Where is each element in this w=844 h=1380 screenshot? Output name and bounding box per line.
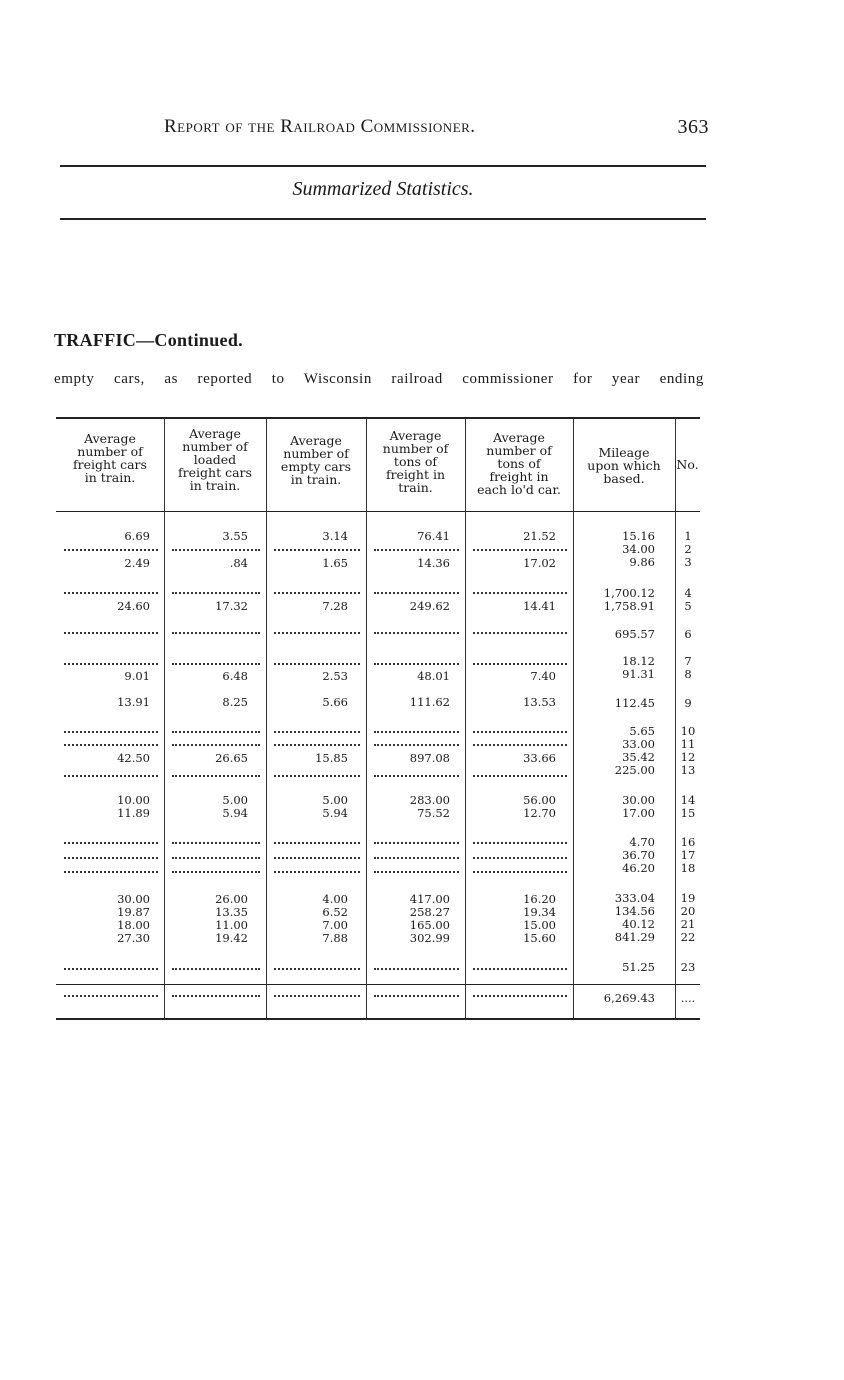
data-cell: 76.41 bbox=[417, 529, 450, 543]
data-cell: 3.55 bbox=[222, 529, 248, 543]
column-header bbox=[465, 431, 573, 496]
mileage-cell: 46.20 bbox=[622, 861, 655, 875]
dotted-leader bbox=[374, 771, 459, 777]
data-cell: 26.65 bbox=[215, 751, 248, 765]
data-cell: 417.00 bbox=[409, 892, 450, 906]
data-cell: 15.85 bbox=[315, 751, 348, 765]
dotted-leader bbox=[274, 853, 360, 859]
dotted-leader bbox=[172, 867, 260, 873]
mileage-cell: 30.00 bbox=[622, 793, 655, 807]
data-cell: 2.49 bbox=[124, 556, 150, 570]
mileage-cell: 9.86 bbox=[629, 555, 655, 569]
dotted-leader bbox=[374, 727, 459, 733]
column-header-line: Average bbox=[84, 431, 136, 446]
dotted-leader bbox=[274, 740, 360, 746]
mileage-cell: 1,758.91 bbox=[603, 599, 655, 613]
dotted-leader bbox=[374, 545, 459, 551]
data-cell: 26.00 bbox=[215, 892, 248, 906]
dotted-leader bbox=[473, 771, 567, 777]
data-cell: 12.70 bbox=[523, 806, 556, 820]
page-number: 363 bbox=[677, 116, 709, 138]
data-cell: 6.52 bbox=[322, 905, 348, 919]
table-total-rule bbox=[56, 984, 700, 985]
column-header-line: No. bbox=[676, 457, 699, 472]
column-header-line: Average bbox=[290, 433, 342, 448]
column-header bbox=[266, 434, 366, 486]
dotted-leader bbox=[374, 991, 459, 997]
data-cell: 21.52 bbox=[523, 529, 556, 543]
row-number: 5 bbox=[684, 599, 692, 613]
column-header-line: empty cars bbox=[280, 459, 352, 474]
dotted-leader bbox=[374, 867, 459, 873]
row-number: 16 bbox=[680, 835, 696, 849]
dotted-leader bbox=[64, 991, 158, 997]
column-header-line: in train. bbox=[189, 478, 241, 493]
page-subtitle: Summarized Statistics. bbox=[292, 178, 474, 200]
data-cell: 3.14 bbox=[322, 529, 348, 543]
dotted-leader bbox=[172, 545, 260, 551]
mileage-cell: 333.04 bbox=[614, 891, 655, 905]
data-cell: 8.25 bbox=[222, 695, 248, 709]
column-header-line: tons of bbox=[393, 454, 438, 469]
dotted-leader bbox=[473, 838, 567, 844]
column-header-line: Average bbox=[493, 430, 545, 445]
row-number: 6 bbox=[684, 627, 692, 641]
data-cell: 19.34 bbox=[523, 905, 556, 919]
dotted-leader bbox=[374, 628, 459, 634]
dotted-leader bbox=[172, 771, 260, 777]
total-row-number: .... bbox=[680, 991, 696, 1005]
data-cell: 7.40 bbox=[530, 669, 556, 683]
data-cell: 258.27 bbox=[409, 905, 450, 919]
dotted-leader bbox=[64, 964, 158, 970]
dotted-leader bbox=[64, 740, 158, 746]
mileage-cell: 695.57 bbox=[614, 627, 655, 641]
mileage-cell: 34.00 bbox=[622, 542, 655, 556]
column-header-line: number of bbox=[486, 443, 552, 458]
column-header-line: number of bbox=[283, 446, 349, 461]
mileage-cell: 18.12 bbox=[622, 654, 655, 668]
dotted-leader bbox=[64, 588, 158, 594]
data-cell: 56.00 bbox=[523, 793, 556, 807]
mileage-cell: 5.65 bbox=[629, 724, 655, 738]
dotted-leader bbox=[374, 853, 459, 859]
row-number: 18 bbox=[680, 861, 696, 875]
dotted-leader bbox=[473, 867, 567, 873]
column-header-line: freight cars bbox=[178, 465, 252, 480]
data-cell: 6.48 bbox=[222, 669, 248, 683]
data-cell: 5.00 bbox=[222, 793, 248, 807]
data-cell: 11.89 bbox=[117, 806, 150, 820]
column-header-line: freight cars bbox=[73, 457, 147, 472]
row-number: 21 bbox=[680, 917, 696, 931]
data-cell: 5.94 bbox=[222, 806, 248, 820]
dotted-leader bbox=[64, 867, 158, 873]
data-cell: 15.00 bbox=[523, 918, 556, 932]
data-cell: 7.88 bbox=[322, 931, 348, 945]
column-header-line: Average bbox=[189, 426, 241, 441]
data-cell: 9.01 bbox=[124, 669, 150, 683]
dotted-leader bbox=[172, 740, 260, 746]
data-cell: 18.00 bbox=[117, 918, 150, 932]
dotted-leader bbox=[274, 867, 360, 873]
data-cell: 16.20 bbox=[523, 892, 556, 906]
column-header-line: loaded bbox=[193, 452, 237, 467]
row-number: 11 bbox=[680, 737, 696, 751]
dotted-leader bbox=[64, 838, 158, 844]
dotted-leader bbox=[172, 659, 260, 665]
data-cell: 13.91 bbox=[117, 695, 150, 709]
dotted-leader bbox=[64, 771, 158, 777]
column-header bbox=[573, 446, 675, 485]
dotted-leader bbox=[172, 727, 260, 733]
row-number: 9 bbox=[684, 696, 692, 710]
mileage-cell: 225.00 bbox=[614, 763, 655, 777]
data-cell: 897.08 bbox=[409, 751, 450, 765]
table-caption: empty cars, as reported to Wisconsin railroad commissioner for year ending bbox=[54, 371, 704, 387]
table-bottom-rule bbox=[56, 1018, 700, 1020]
data-cell: 42.50 bbox=[117, 751, 150, 765]
dotted-leader bbox=[172, 838, 260, 844]
dotted-leader bbox=[473, 727, 567, 733]
column-header-line: freight in bbox=[385, 467, 446, 482]
dotted-leader bbox=[274, 838, 360, 844]
row-number: 20 bbox=[680, 904, 696, 918]
column-divider bbox=[164, 419, 165, 1018]
mileage-cell: 36.70 bbox=[622, 848, 655, 862]
column-header bbox=[56, 432, 164, 484]
data-cell: 5.66 bbox=[322, 695, 348, 709]
row-number: 12 bbox=[680, 750, 696, 764]
data-cell: 1.65 bbox=[322, 556, 348, 570]
mileage-cell: 112.45 bbox=[614, 696, 655, 710]
data-cell: 33.66 bbox=[523, 751, 556, 765]
column-header bbox=[675, 458, 700, 471]
row-number: 8 bbox=[684, 667, 692, 681]
mileage-cell: 1,700.12 bbox=[603, 586, 655, 600]
data-cell: 48.01 bbox=[417, 669, 450, 683]
data-cell: 4.00 bbox=[322, 892, 348, 906]
dotted-leader bbox=[172, 964, 260, 970]
row-number: 14 bbox=[680, 793, 696, 807]
column-divider bbox=[266, 419, 267, 1018]
dotted-leader bbox=[473, 991, 567, 997]
dotted-leader bbox=[172, 588, 260, 594]
column-header-line: in train. bbox=[290, 472, 342, 487]
dotted-leader bbox=[274, 771, 360, 777]
column-divider bbox=[573, 419, 574, 1018]
dotted-leader bbox=[64, 727, 158, 733]
header-rule-bottom bbox=[60, 218, 706, 220]
mileage-cell: 51.25 bbox=[622, 960, 655, 974]
dotted-leader bbox=[64, 853, 158, 859]
data-cell: 19.87 bbox=[117, 905, 150, 919]
dotted-leader bbox=[473, 588, 567, 594]
row-number: 22 bbox=[680, 930, 696, 944]
row-number: 2 bbox=[684, 542, 692, 556]
dotted-leader bbox=[64, 545, 158, 551]
dotted-leader bbox=[274, 588, 360, 594]
dotted-leader bbox=[172, 991, 260, 997]
dotted-leader bbox=[274, 727, 360, 733]
column-header-line: each lo'd car. bbox=[477, 482, 561, 497]
dotted-leader bbox=[374, 588, 459, 594]
data-cell: 7.28 bbox=[322, 599, 348, 613]
data-cell: 5.94 bbox=[322, 806, 348, 820]
dotted-leader bbox=[473, 740, 567, 746]
data-cell: 302.99 bbox=[409, 931, 450, 945]
table-header-rule bbox=[56, 511, 700, 512]
data-cell: 14.41 bbox=[523, 599, 556, 613]
column-header-line: number of bbox=[77, 444, 143, 459]
row-number: 7 bbox=[684, 654, 692, 668]
data-cell: .84 bbox=[229, 556, 248, 570]
dotted-leader bbox=[274, 659, 360, 665]
data-cell: 249.62 bbox=[409, 599, 450, 613]
mileage-cell: 91.31 bbox=[622, 667, 655, 681]
mileage-cell: 33.00 bbox=[622, 737, 655, 751]
column-header-line: number of bbox=[182, 439, 248, 454]
column-header-line: Mileage bbox=[598, 445, 650, 460]
dotted-leader bbox=[374, 838, 459, 844]
mileage-cell: 17.00 bbox=[622, 806, 655, 820]
data-cell: 7.00 bbox=[322, 918, 348, 932]
dotted-leader bbox=[274, 991, 360, 997]
data-cell: 27.30 bbox=[117, 931, 150, 945]
data-cell: 13.53 bbox=[523, 695, 556, 709]
data-cell: 17.02 bbox=[523, 556, 556, 570]
column-header-line: tons of bbox=[497, 456, 541, 471]
running-title: Report of the Railroad Commissioner. bbox=[164, 116, 476, 137]
row-number: 13 bbox=[680, 763, 696, 777]
dotted-leader bbox=[64, 659, 158, 665]
data-cell: 30.00 bbox=[117, 892, 150, 906]
data-cell: 19.42 bbox=[215, 931, 248, 945]
column-header-line: freight in bbox=[489, 469, 549, 484]
table-top-rule bbox=[56, 417, 700, 419]
data-cell: 24.60 bbox=[117, 599, 150, 613]
dotted-leader bbox=[473, 545, 567, 551]
row-number: 17 bbox=[680, 848, 696, 862]
column-header-line: train. bbox=[398, 480, 433, 495]
dotted-leader bbox=[473, 628, 567, 634]
column-header-line: upon which bbox=[587, 458, 661, 473]
data-cell: 111.62 bbox=[409, 695, 450, 709]
header-rule-top bbox=[60, 165, 706, 167]
column-header bbox=[164, 427, 266, 492]
row-number: 10 bbox=[680, 724, 696, 738]
column-header bbox=[366, 429, 465, 494]
data-cell: 5.00 bbox=[322, 793, 348, 807]
column-header-line: number of bbox=[382, 441, 449, 456]
data-cell: 283.00 bbox=[409, 793, 450, 807]
data-cell: 11.00 bbox=[215, 918, 248, 932]
mileage-cell: 35.42 bbox=[622, 750, 655, 764]
data-cell: 17.32 bbox=[215, 599, 248, 613]
dotted-leader bbox=[374, 964, 459, 970]
total-mileage: 6,269.43 bbox=[603, 991, 655, 1005]
data-cell: 165.00 bbox=[409, 918, 450, 932]
mileage-cell: 4.70 bbox=[629, 835, 655, 849]
row-number: 19 bbox=[680, 891, 696, 905]
data-cell: 2.53 bbox=[322, 669, 348, 683]
dotted-leader bbox=[64, 628, 158, 634]
row-number: 1 bbox=[684, 529, 692, 543]
dotted-leader bbox=[473, 659, 567, 665]
dotted-leader bbox=[274, 545, 360, 551]
dotted-leader bbox=[374, 740, 459, 746]
data-cell: 15.60 bbox=[523, 931, 556, 945]
mileage-cell: 40.12 bbox=[622, 917, 655, 931]
column-header-line: in train. bbox=[84, 470, 136, 485]
row-number: 3 bbox=[684, 555, 692, 569]
dotted-leader bbox=[473, 853, 567, 859]
mileage-cell: 15.16 bbox=[622, 529, 655, 543]
mileage-cell: 841.29 bbox=[614, 930, 655, 944]
column-divider bbox=[366, 419, 367, 1018]
column-header-line: Average bbox=[389, 428, 442, 443]
running-head bbox=[164, 116, 709, 144]
dotted-leader bbox=[274, 964, 360, 970]
column-header-line: based. bbox=[603, 471, 645, 486]
column-divider bbox=[465, 419, 466, 1018]
data-cell: 13.35 bbox=[215, 905, 248, 919]
section-heading: TRAFFIC—Continued. bbox=[54, 330, 243, 350]
dotted-leader bbox=[473, 964, 567, 970]
mileage-cell: 134.56 bbox=[614, 904, 655, 918]
row-number: 15 bbox=[680, 806, 696, 820]
data-cell: 10.00 bbox=[117, 793, 150, 807]
data-cell: 14.36 bbox=[417, 556, 450, 570]
dotted-leader bbox=[172, 853, 260, 859]
dotted-leader bbox=[172, 628, 260, 634]
dotted-leader bbox=[274, 628, 360, 634]
data-cell: 75.52 bbox=[417, 806, 450, 820]
row-number: 23 bbox=[680, 960, 696, 974]
dotted-leader bbox=[374, 659, 459, 665]
data-cell: 6.69 bbox=[124, 529, 150, 543]
row-number: 4 bbox=[684, 586, 692, 600]
